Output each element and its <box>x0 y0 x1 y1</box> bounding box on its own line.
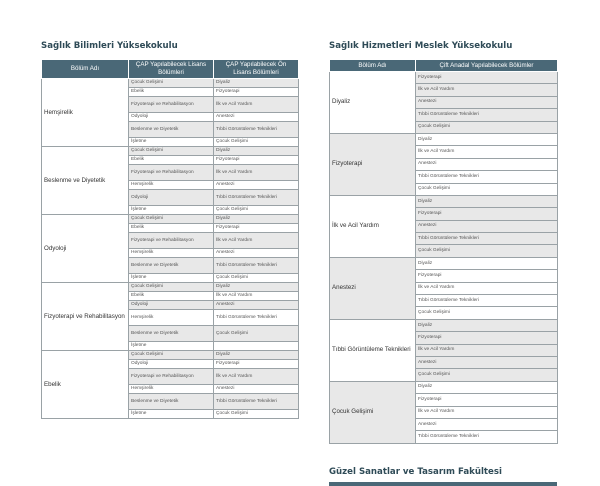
undergrad-program: Beslenme ve Diyetetik <box>129 258 214 274</box>
undergrad-program: Çocuk Gelişimi <box>129 351 214 360</box>
undergrad-program: Ebelik <box>129 292 214 301</box>
department-name: Ebelik <box>42 351 129 419</box>
table-row <box>330 133 558 145</box>
department-name: Odyoloji <box>42 215 129 283</box>
double-major-program: Anestezi <box>416 158 558 170</box>
double-major-program: Diyaliz <box>416 133 558 145</box>
associate-program: Diyaliz <box>214 215 299 224</box>
double-major-program: Tıbbi Görüntüleme Teknikleri <box>416 171 558 183</box>
table-row <box>42 79 299 88</box>
table-row <box>42 215 299 224</box>
department-name: Diyaliz <box>330 72 416 134</box>
double-major-program: Çocuk Gelişimi <box>416 183 558 195</box>
double-major-program: Anestezi <box>416 96 558 108</box>
department-name: Fizyoterapi ve Rehabilitasyon <box>42 283 129 351</box>
department-name: Hemşirelik <box>42 79 129 147</box>
undergrad-program: İşletme <box>129 410 214 419</box>
associate-program: Anestezi <box>214 113 299 122</box>
associate-program <box>214 342 299 351</box>
associate-program: Anestezi <box>214 301 299 310</box>
department-name: Tıbbi Görüntüleme Teknikleri <box>330 319 416 381</box>
undergrad-program: Hemşirelik <box>129 385 214 394</box>
table-row <box>330 257 558 269</box>
undergrad-program: Fizyoterapi ve Rehabilitasyon <box>129 97 214 113</box>
left-section-title: Sağlık Bilimleri Yüksekokulu <box>41 41 178 51</box>
undergrad-program: Çocuk Gelişimi <box>129 79 214 88</box>
double-major-program: Çocuk Gelişimi <box>416 307 558 319</box>
undergrad-program: Odyoloji <box>129 360 214 369</box>
undergrad-program: Hemşirelik <box>129 249 214 258</box>
table-row <box>330 319 558 331</box>
double-major-program: Çocuk Gelişimi <box>416 245 558 257</box>
double-major-program: Tıbbi Görüntüleme Teknikleri <box>416 233 558 245</box>
double-major-program: İlk ve Acil Yardım <box>416 406 558 418</box>
department-name: Fizyoterapi <box>330 133 416 195</box>
associate-program: Fizyoterapi <box>214 360 299 369</box>
undergrad-program: Odyoloji <box>129 190 214 206</box>
associate-program: Diyaliz <box>214 283 299 292</box>
associate-program: Anestezi <box>214 385 299 394</box>
double-major-program: İlk ve Acil Yardım <box>416 344 558 356</box>
associate-program: Çocuk Gelişimi <box>214 410 299 419</box>
associate-program: İlk ve Acil Yardım <box>214 233 299 249</box>
double-major-program: Fizyoterapi <box>416 270 558 282</box>
associate-program: Çocuk Gelişimi <box>214 326 299 342</box>
undergrad-program: Hemşirelik <box>129 310 214 326</box>
undergrad-program: Fizyoterapi ve Rehabilitasyon <box>129 165 214 181</box>
double-major-program: İlk ve Acil Yardım <box>416 84 558 96</box>
double-major-program: Anestezi <box>416 220 558 232</box>
department-name: Anestezi <box>330 257 416 319</box>
undergrad-program: Çocuk Gelişimi <box>129 147 214 156</box>
undergrad-program: Beslenme ve Diyetetik <box>129 394 214 410</box>
right-section-title: Sağlık Hizmetleri Meslek Yüksekokulu <box>329 41 513 51</box>
undergrad-program: Çocuk Gelişimi <box>129 283 214 292</box>
associate-program: Tıbbi Görüntüleme Teknikleri <box>214 190 299 206</box>
associate-program: Diyaliz <box>214 351 299 360</box>
associate-program: Tıbbi Görüntüleme Teknikleri <box>214 122 299 138</box>
associate-program: Çocuk Gelişimi <box>214 206 299 215</box>
undergrad-program: Hemşirelik <box>129 181 214 190</box>
table-row <box>330 195 558 207</box>
next-table-header-bar <box>329 482 557 486</box>
associate-program: Çocuk Gelişimi <box>214 138 299 147</box>
undergrad-program: İşletme <box>129 206 214 215</box>
double-major-program: Fizyoterapi <box>416 332 558 344</box>
double-major-program: Tıbbi Görüntüleme Teknikleri <box>416 109 558 121</box>
associate-program: Fizyoterapi <box>214 88 299 97</box>
undergrad-program: Beslenme ve Diyetetik <box>129 326 214 342</box>
associate-program: Anestezi <box>214 249 299 258</box>
associate-program: Diyaliz <box>214 147 299 156</box>
associate-program: Tıbbi Görüntüleme Teknikleri <box>214 394 299 410</box>
undergrad-program: İşletme <box>129 342 214 351</box>
undergrad-program: İşletme <box>129 138 214 147</box>
associate-program: İlk ve Acil Yardım <box>214 97 299 113</box>
associate-program: Diyaliz <box>214 79 299 88</box>
double-major-program: Diyaliz <box>416 381 558 393</box>
undergrad-program: Fizyoterapi ve Rehabilitasyon <box>129 369 214 385</box>
department-name: Beslenme ve Diyetetik <box>42 147 129 215</box>
associate-program: İlk ve Acil Yardım <box>214 292 299 301</box>
associate-program: İlk ve Acil Yardım <box>214 165 299 181</box>
undergrad-program: Çocuk Gelişimi <box>129 215 214 224</box>
right-program-table <box>329 59 558 444</box>
undergrad-program: Ebelik <box>129 156 214 165</box>
left-program-table <box>41 59 299 419</box>
col-header-double-major: Çift Anadal Yapılabilecek Bölümler <box>416 60 558 72</box>
double-major-program: Fizyoterapi <box>416 72 558 84</box>
double-major-program: Anestezi <box>416 418 558 430</box>
associate-program: Tıbbi Görüntüleme Teknikleri <box>214 310 299 326</box>
undergrad-program: Fizyoterapi ve Rehabilitasyon <box>129 233 214 249</box>
double-major-program: Çocuk Gelişimi <box>416 369 558 381</box>
associate-program: Fizyoterapi <box>214 156 299 165</box>
table-row <box>42 147 299 156</box>
table-row <box>42 351 299 360</box>
double-major-program: Fizyoterapi <box>416 208 558 220</box>
double-major-program: Diyaliz <box>416 257 558 269</box>
table-row <box>330 72 558 84</box>
undergrad-program: Odyoloji <box>129 113 214 122</box>
table-row <box>42 283 299 292</box>
double-major-program: Çocuk Gelişimi <box>416 121 558 133</box>
double-major-program: Tıbbi Görüntüleme Teknikleri <box>416 295 558 307</box>
table-row <box>330 381 558 393</box>
undergrad-program: Ebelik <box>129 224 214 233</box>
col-header-undergrad: ÇAP Yapılabilecek Lisans Bölümleri <box>129 60 214 79</box>
col-header-associate: ÇAP Yapılabilecek Ön Lisans Bölümleri <box>214 60 299 79</box>
double-major-program: İlk ve Acil Yardım <box>416 146 558 158</box>
double-major-program: Diyaliz <box>416 319 558 331</box>
double-major-program: Tıbbi Görüntüleme Teknikleri <box>416 431 558 443</box>
double-major-program: Anestezi <box>416 356 558 368</box>
associate-program: Anestezi <box>214 181 299 190</box>
department-name: Çocuk Gelişimi <box>330 381 416 443</box>
double-major-program: İlk ve Acil Yardım <box>416 282 558 294</box>
double-major-program: Fizyoterapi <box>416 394 558 406</box>
associate-program: Fizyoterapi <box>214 224 299 233</box>
associate-program: Çocuk Gelişimi <box>214 274 299 283</box>
undergrad-program: Beslenme ve Diyetetik <box>129 122 214 138</box>
department-name: İlk ve Acil Yardım <box>330 195 416 257</box>
undergrad-program: Odyoloji <box>129 301 214 310</box>
col-header-department: Bölüm Adı <box>42 60 129 79</box>
undergrad-program: Ebelik <box>129 88 214 97</box>
undergrad-program: İşletme <box>129 274 214 283</box>
associate-program: İlk ve Acil Yardım <box>214 369 299 385</box>
double-major-program: Diyaliz <box>416 195 558 207</box>
next-section-title: Güzel Sanatlar ve Tasarım Fakültesi <box>329 467 502 477</box>
associate-program: Tıbbi Görüntüleme Teknikleri <box>214 258 299 274</box>
col-header-department: Bölüm Adı <box>330 60 416 72</box>
